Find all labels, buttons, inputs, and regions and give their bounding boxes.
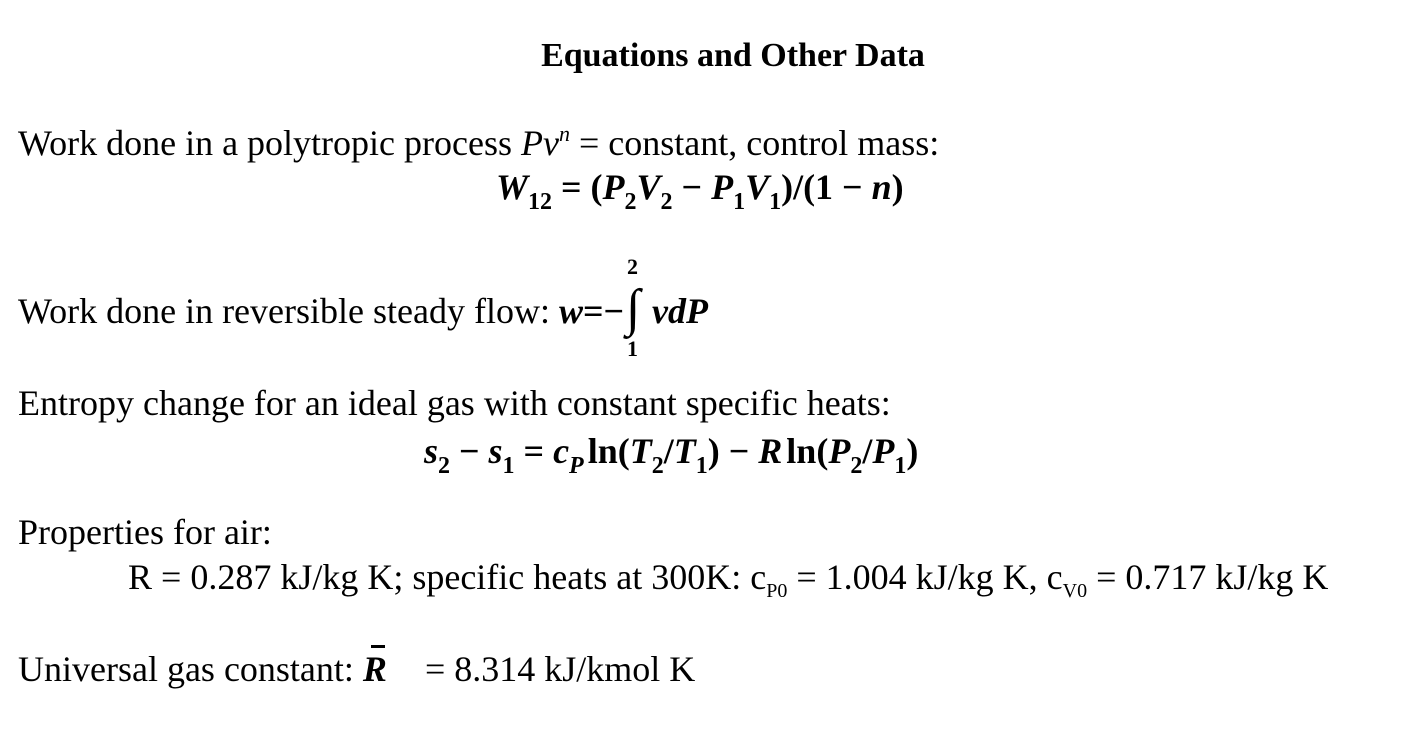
eq-V2: V: [636, 167, 661, 207]
eq-W: W: [496, 167, 529, 207]
universal-gas-constant-line: [18, 648, 695, 690]
eq-V1-sub: 1: [769, 189, 782, 215]
integrand: vdP: [652, 291, 708, 331]
eq-T1: T: [673, 431, 696, 471]
eq-V1: V: [745, 167, 770, 207]
universal-R-bar: R: [362, 649, 387, 689]
eq-minus: −: [672, 167, 712, 207]
eq-s1: s: [488, 431, 503, 471]
eq-s2-sub: 2: [438, 453, 451, 479]
eq-ln1: ln: [587, 431, 618, 471]
eq-equals: =: [514, 431, 554, 471]
eq-paren2-close: ): [906, 431, 919, 471]
polytropic-label-after: = constant, control mass:: [569, 123, 940, 163]
eq-T2-sub: 2: [651, 453, 664, 479]
air-part3: = 0.717 kJ/kg K: [1087, 557, 1329, 597]
eq-s2: s: [424, 431, 439, 471]
polytropic-work-equation: [496, 166, 904, 213]
eq-slash2: /: [862, 431, 873, 471]
eq-ln2: ln: [786, 431, 817, 471]
eq-minus2: −: [719, 431, 759, 471]
air-label: Properties for air:: [18, 512, 272, 552]
air-part1: R = 0.287 kJ/kg K; specific heats at 300K: c: [128, 557, 767, 597]
eq-T1-sub: 1: [695, 453, 708, 479]
universal-label: Universal gas constant:: [18, 649, 363, 689]
entropy-label: Entropy change for an ideal gas with constant specific heats:: [18, 383, 891, 423]
eq-P1: P: [711, 167, 734, 207]
integral-upper-limit: 2: [627, 254, 638, 279]
steady-flow-equals-minus: =−: [582, 291, 624, 331]
steady-flow-w: w: [558, 291, 583, 331]
eq-T2: T: [629, 431, 652, 471]
eq-P1-sub: 1: [733, 189, 746, 215]
polytropic-P: P: [520, 123, 543, 163]
eq-cp-sub: P: [569, 453, 584, 479]
eq-part1: = (: [552, 167, 603, 207]
eq-V2-sub: 2: [660, 189, 673, 215]
integral-symbol: [624, 254, 652, 361]
steady-flow-line: [18, 254, 708, 361]
eq-minus1: −: [450, 431, 489, 471]
entropy-equation: [424, 430, 918, 477]
steady-flow-label: Work done in reversible steady flow:: [18, 291, 559, 331]
integral-lower-limit: 1: [627, 336, 638, 361]
eq-paren1-close: ): [707, 431, 720, 471]
eq-paren1-open: (: [617, 431, 630, 471]
polytropic-label: [18, 122, 939, 169]
polytropic-v: v: [542, 123, 559, 163]
eq-part2: )/(1 −: [781, 167, 872, 207]
eq-P1-entropy-sub: 1: [894, 453, 907, 479]
integral-sign: ∫: [626, 280, 641, 337]
air-cp0-sub: P0: [766, 580, 788, 602]
eq-P2-sub: 2: [624, 189, 637, 215]
eq-paren2-open: (: [816, 431, 829, 471]
air-part2: = 1.004 kJ/kg K, c: [787, 557, 1063, 597]
eq-slash1: /: [663, 431, 674, 471]
eq-R: R: [758, 431, 783, 471]
eq-P2-entropy-sub: 2: [850, 453, 863, 479]
eq-W-sub: 12: [528, 189, 553, 215]
universal-value: = 8.314 kJ/kmol K: [424, 649, 696, 689]
eq-cp: c: [553, 431, 570, 471]
eq-s1-sub: 1: [502, 453, 515, 479]
air-properties-line: [128, 556, 1328, 604]
eq-P1-entropy: P: [872, 431, 895, 471]
eq-close: ): [891, 167, 904, 207]
air-cv0-sub: V0: [1062, 580, 1088, 602]
eq-P2: P: [602, 167, 625, 207]
polytropic-n-exponent: n: [558, 121, 570, 146]
eq-n: n: [871, 167, 892, 207]
page-title: Equations and Other Data: [541, 37, 925, 74]
eq-P2-entropy: P: [828, 431, 851, 471]
polytropic-label-before: Work done in a polytropic process: [18, 123, 521, 163]
